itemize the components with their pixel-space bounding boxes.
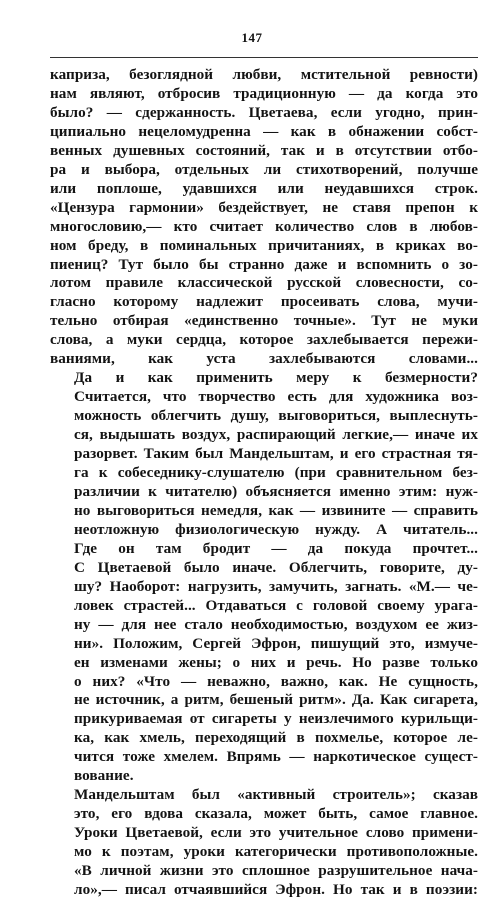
text-line: ваниями, как уста захлебываются словами... xyxy=(50,350,478,368)
text-line: не источник, а ритм, бешеный ритм». Да. Как сигарета, xyxy=(74,691,478,709)
text-line: ну — для нее стало необходимостью, воздухом ее жиз- xyxy=(74,615,478,633)
text-line: шу? Наоборот: нагрузить, замучить, загнать. «М.— че- xyxy=(74,577,478,595)
page-number: 147 xyxy=(241,30,263,45)
text-line: ном бреду, в поминальных причитаниях, в криках во- xyxy=(50,236,478,254)
text-line: было? — сдержанность. Цветаева, если угодно, прин- xyxy=(50,103,478,121)
text-line: чится тоже хмелем. Впрямь — наркотическое сущест- xyxy=(74,748,478,766)
paragraph xyxy=(50,559,478,786)
text-line: Где он там бродит — да покуда прочтет... xyxy=(74,539,478,557)
text-line: С Цветаевой было иначе. Облегчить, говорите, ду- xyxy=(74,558,478,576)
text-line: ло»,— писал отчаявшийся Эфрон. Но так и в поэзии: xyxy=(74,880,478,898)
text-line: разорвет. Таким был Мандельштам, и его страстная тя- xyxy=(74,445,478,463)
text-line: тельно отбирая «единственно точные». Тут не муки xyxy=(50,312,478,330)
text-line: «Цензура гармонии» бездействует, не ставя препон к xyxy=(50,198,478,216)
text-line: это, его вдова сказала, может быть, самое главное. xyxy=(74,805,478,823)
paragraph xyxy=(50,388,478,559)
text-line: каприза, безоглядной любви, мстительной ревности) xyxy=(50,66,478,83)
text-line: или поплоше, удавшихся или неудавшихся строк. xyxy=(50,179,478,197)
text-body xyxy=(50,66,478,900)
text-line: о них? «Что — неважно, важно, как. Не сущность, xyxy=(74,672,478,690)
text-line: вование. xyxy=(74,767,134,785)
text-line: различии к читателю) объясняется именно этим: нуж- xyxy=(74,482,478,500)
text-line: Уроки Цветаевой, если это учительное слово примени- xyxy=(74,824,478,842)
text-line: ен изменами жены; о них и речь. Но разве только xyxy=(74,653,478,671)
text-line: но выговориться немедля, как — извините — справить xyxy=(74,501,478,519)
text-line: «В личной жизни это сплошное разрушительное нача- xyxy=(74,862,478,880)
text-line: ни». Положим, Сергей Эфрон, пишущий это, измуче- xyxy=(74,634,478,652)
paragraph xyxy=(50,66,478,369)
text-line: венных душевных состояний, так и в отсутствии отбо- xyxy=(50,141,478,159)
text-line: Мандельштам был «активный строитель»; сказав xyxy=(74,786,478,804)
text-line: ся, выдышать воздух, распирающий легкие,— иначе их xyxy=(74,426,478,444)
text-line: га к собеседнику-слушателю (при сравнительном без- xyxy=(74,464,478,482)
text-line: слова, а муки сердца, которое захлебывается пережи- xyxy=(50,331,478,349)
text-line: многословию,— кто считает количество слов в любов- xyxy=(50,217,478,235)
paragraph xyxy=(50,369,478,388)
text-line: ра и выбора, отдельных ли стихотворений, получше xyxy=(50,160,478,178)
paragraph xyxy=(50,786,478,900)
text-line: ципиально нецеломудренна — как в обнажении собст- xyxy=(50,122,478,140)
text-line: нам являют, отбросив традиционную — да когда это xyxy=(50,84,478,102)
text-line: Да и как применить меру к безмерности? xyxy=(74,369,478,387)
text-line: гласно которому надлежит просеивать слова, мучи- xyxy=(50,293,478,311)
header-rule xyxy=(50,57,478,58)
text-line: Считается, что творчество есть для художника воз- xyxy=(74,388,478,406)
text-line: ка, как хмель, переходящий в похмелье, которое ле- xyxy=(74,729,478,747)
text-line: неотложную физиологическую нужду. А читатель... xyxy=(74,520,478,538)
text-line: ловек страстей... Отдаваться с головой своему урага- xyxy=(74,596,478,614)
text-line: прикуриваемая от сигареты у неизлечимого курильщи- xyxy=(74,710,478,728)
text-line: пиениц? Тут было бы странно даже и вспомнить о зо- xyxy=(50,255,478,273)
text-line: мо к поэтам, уроки категорически противоположные. xyxy=(74,843,478,861)
text-line: можность облегчить душу, выговориться, выплеснуть- xyxy=(74,407,478,425)
text-line: лотом правиле классической русской словесности, со- xyxy=(50,274,478,292)
